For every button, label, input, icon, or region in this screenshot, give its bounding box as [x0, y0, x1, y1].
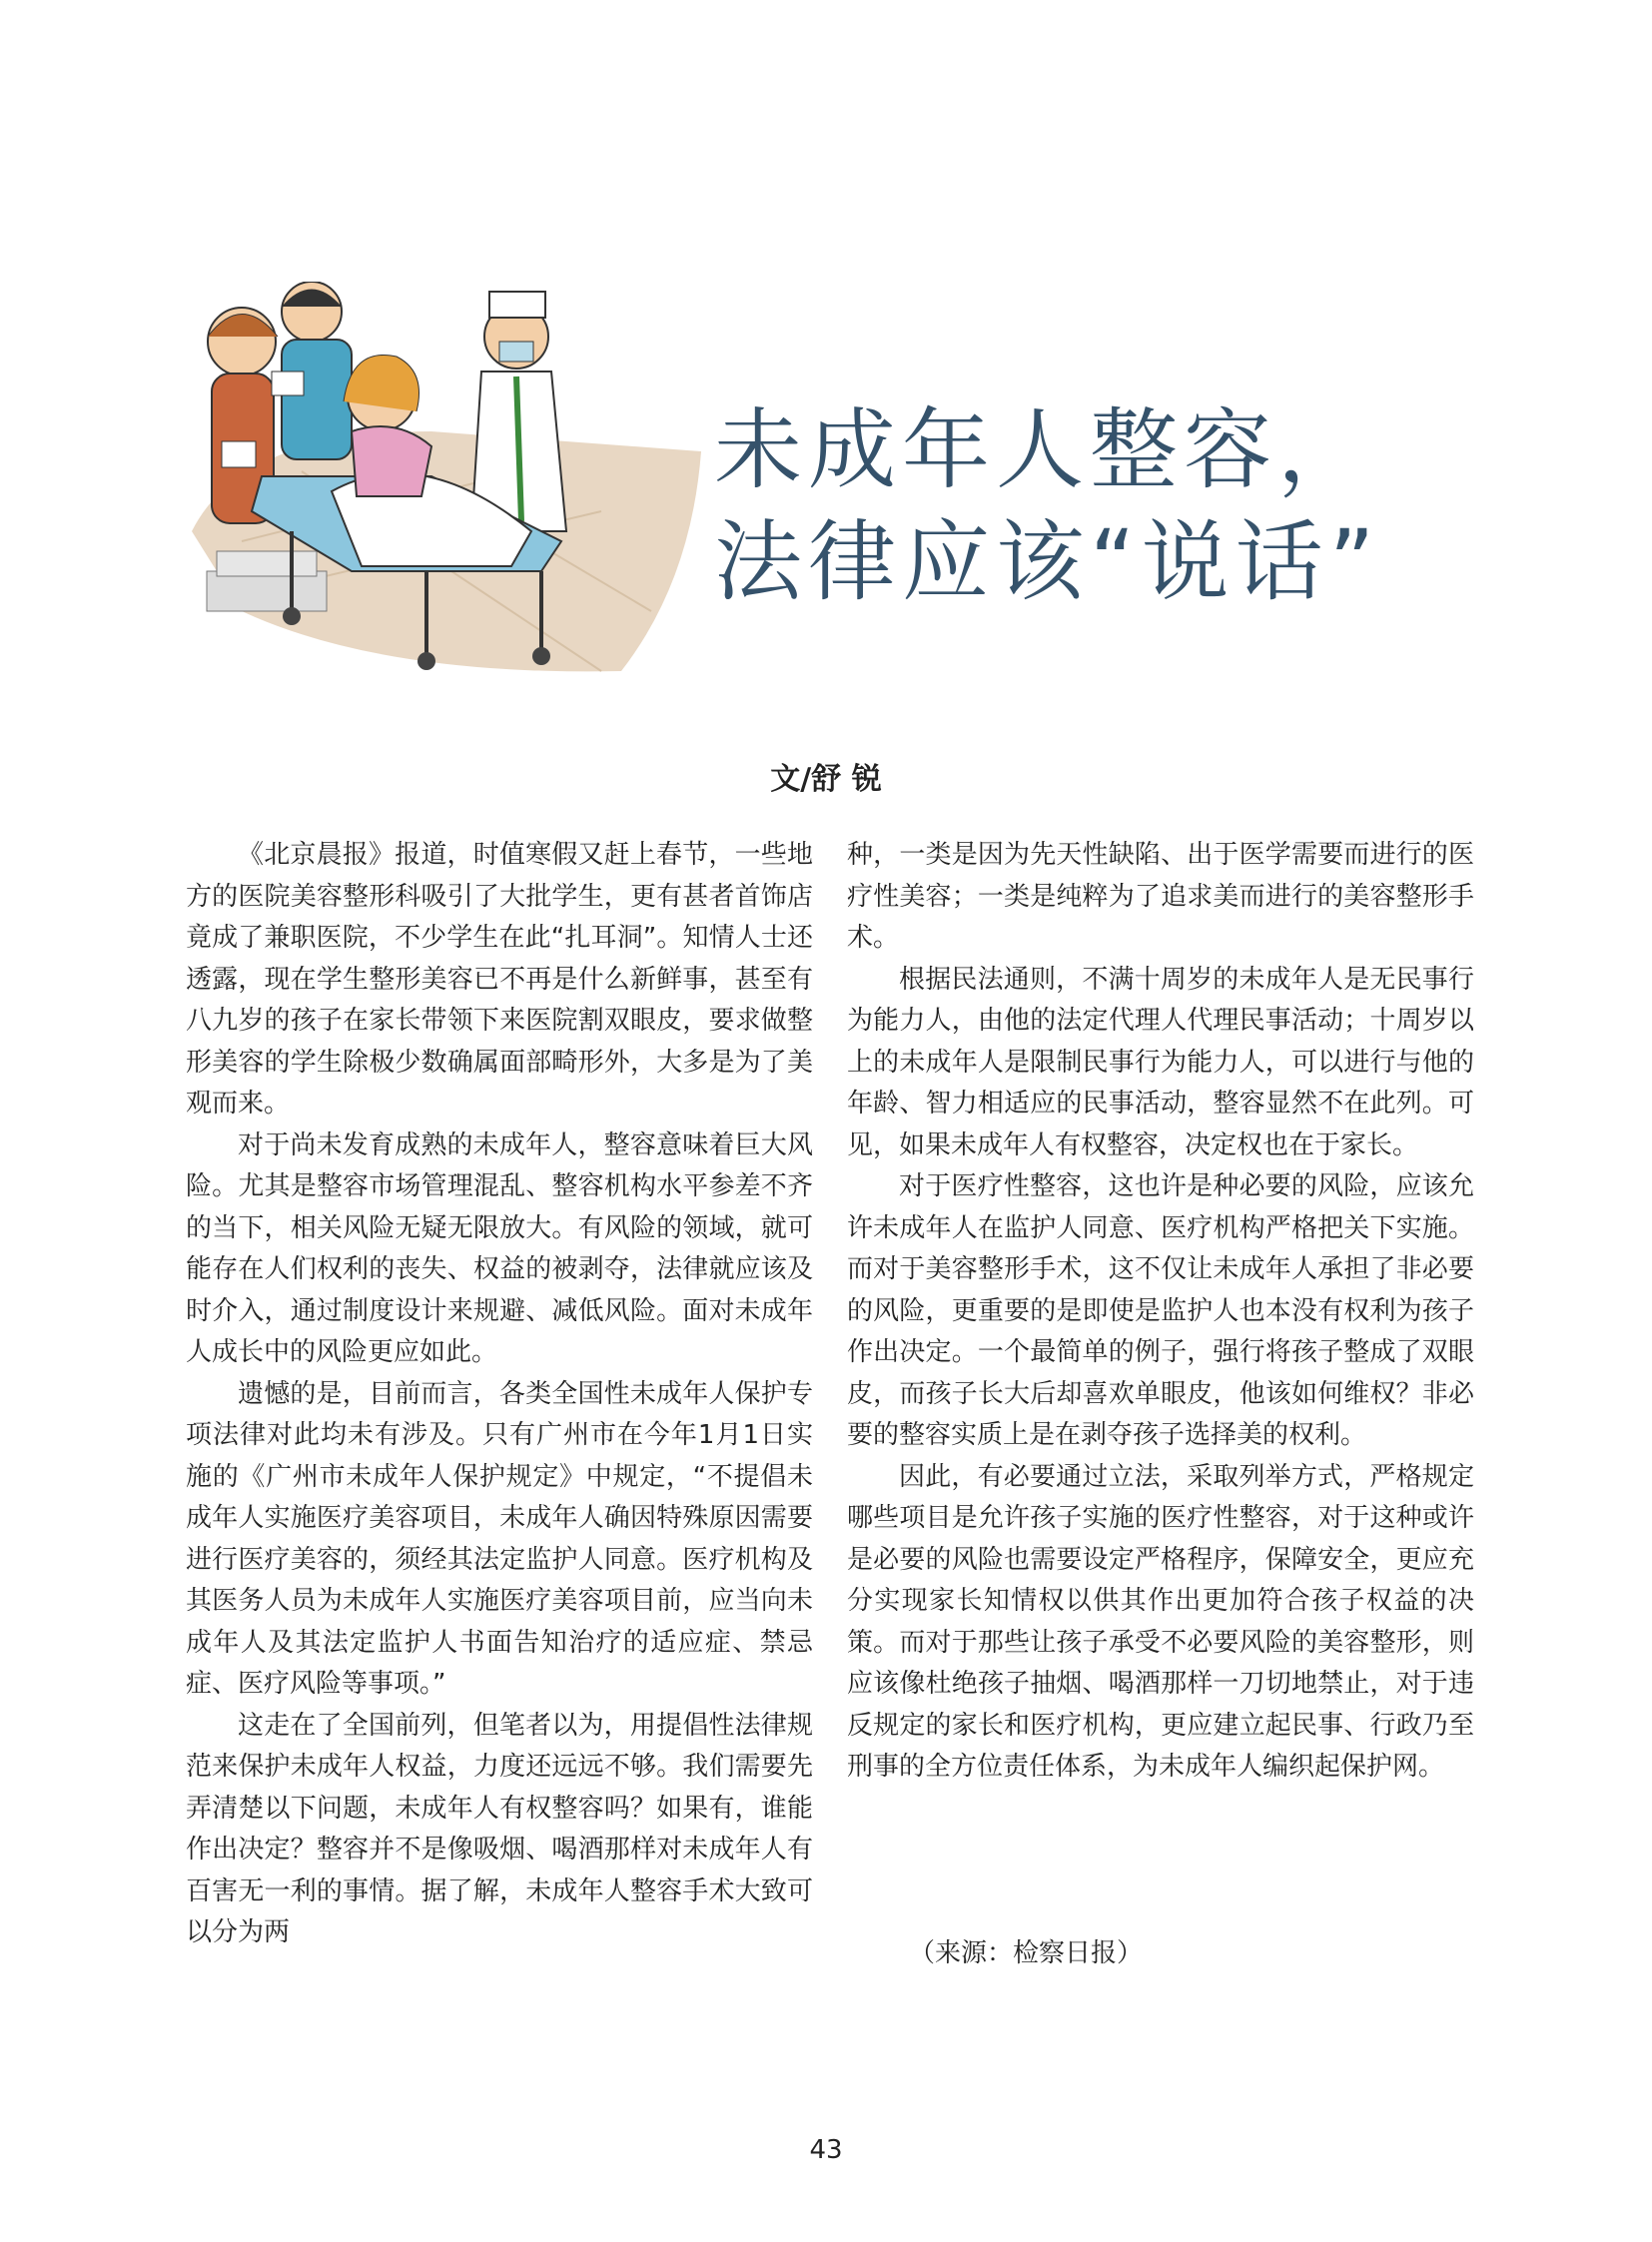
left-column — [186, 835, 813, 1954]
title-line-1: 未成年人整容， — [714, 398, 1372, 501]
source-note: （来源：检察日报） — [909, 1938, 1144, 1968]
paragraph: 种，一类是因为先天性缺陷、出于医学需要而进行的医疗性美容；一类是纯粹为了追求美而进行的美容整形手术。 — [847, 840, 1474, 953]
right-column — [847, 835, 1474, 1789]
cartoon-illustration — [182, 282, 701, 681]
article-title — [714, 394, 1533, 618]
title-line-2: 法律应该“说话” — [714, 510, 1381, 613]
paragraph: 《北京晨报》报道，时值寒假又赶上春节，一些地方的医院美容整形科吸引了大批学生，更有甚者首饰店竟成了兼职医院，不少学生在此“扎耳洞”。知情人士还透露，现在学生整形美容已不再是什么新鲜事，甚至有八九岁的孩子在家长带领下来医院割双眼皮，要求做整形美容的学生除极少数确属面部畸形外，大多是为了美观而来。 — [186, 840, 813, 1119]
author-byline: 文/舒 锐 — [770, 762, 882, 797]
paragraph: 遗憾的是，目前而言，各类全国性未成年人保护专项法律对此均未有涉及。只有广州市在今年1月1日实施的《广州市未成年人保护规定》中规定，“不提倡未成年人实施医疗美容项目，未成年人确因特殊原因需要进行医疗美容的，须经其法定监护人同意。医疗机构及其医务人员为未成年人实施医疗美容项目前，应当向未成年人及其法定监护人书面告知治疗的适应症、禁忌症、医疗风险等事项。” — [186, 1378, 813, 1699]
paragraph: 根据民法通则，不满十周岁的未成年人是无民事行为能力人，由他的法定代理人代理民事活动；十周岁以上的未成年人是限制民事行为能力人，可以进行与他的年龄、智力相适应的民事活动，整容显然不在此列。可见，如果未成年人有权整容，决定权也在于家长。 — [847, 964, 1474, 1160]
paragraph: 对于尚未发育成熟的未成年人，整容意味着巨大风险。尤其是整容市场管理混乱、整容机构水平参差不齐的当下，相关风险无疑无限放大。有风险的领域，就可能存在人们权利的丧失、权益的被剥夺，法律就应该及时介入，通过制度设计来规避、减低风险。面对未成年人成长中的风险更应如此。 — [186, 1129, 813, 1367]
paragraph: 对于医疗性整容，这也许是种必要的风险，应该允许未成年人在监护人同意、医疗机构严格把关下实施。而对于美容整形手术，这不仅让未成年人承担了非必要的风险，更重要的是即使是监护人也本没有权利为孩子作出决定。一个最简单的例子，强行将孩子整成了双眼皮，而孩子长大后却喜欢单眼皮，他该如何维权？非必要的整容实质上是在剥夺孩子选择美的权利。 — [847, 1171, 1474, 1450]
paragraph: 这走在了全国前列，但笔者以为，用提倡性法律规范来保护未成年人权益，力度还远远不够。我们需要先弄清楚以下问题，未成年人有权整容吗？如果有，谁能作出决定？整容并不是像吸烟、喝酒那样对未成年人有百害无一利的事情。据了解，未成年人整容手术大致可以分为两 — [186, 1710, 813, 1947]
page-number: 43 — [809, 2135, 843, 2165]
paragraph: 因此，有必要通过立法，采取列举方式，严格规定哪些项目是允许孩子实施的医疗性整容，对于这种或许是必要的风险也需要设定严格程序，保障安全，更应充分实现家长知情权以供其作出更加符合孩子权益的决策。而对于那些让孩子承受不必要风险的美容整形，则应该像杜绝孩子抽烟、喝酒那样一刀切地禁止，对于违反规定的家长和医疗机构，更应建立起民事、行政乃至刑事的全方位责任体系，为未成年人编织起保护网。 — [847, 1461, 1474, 1782]
